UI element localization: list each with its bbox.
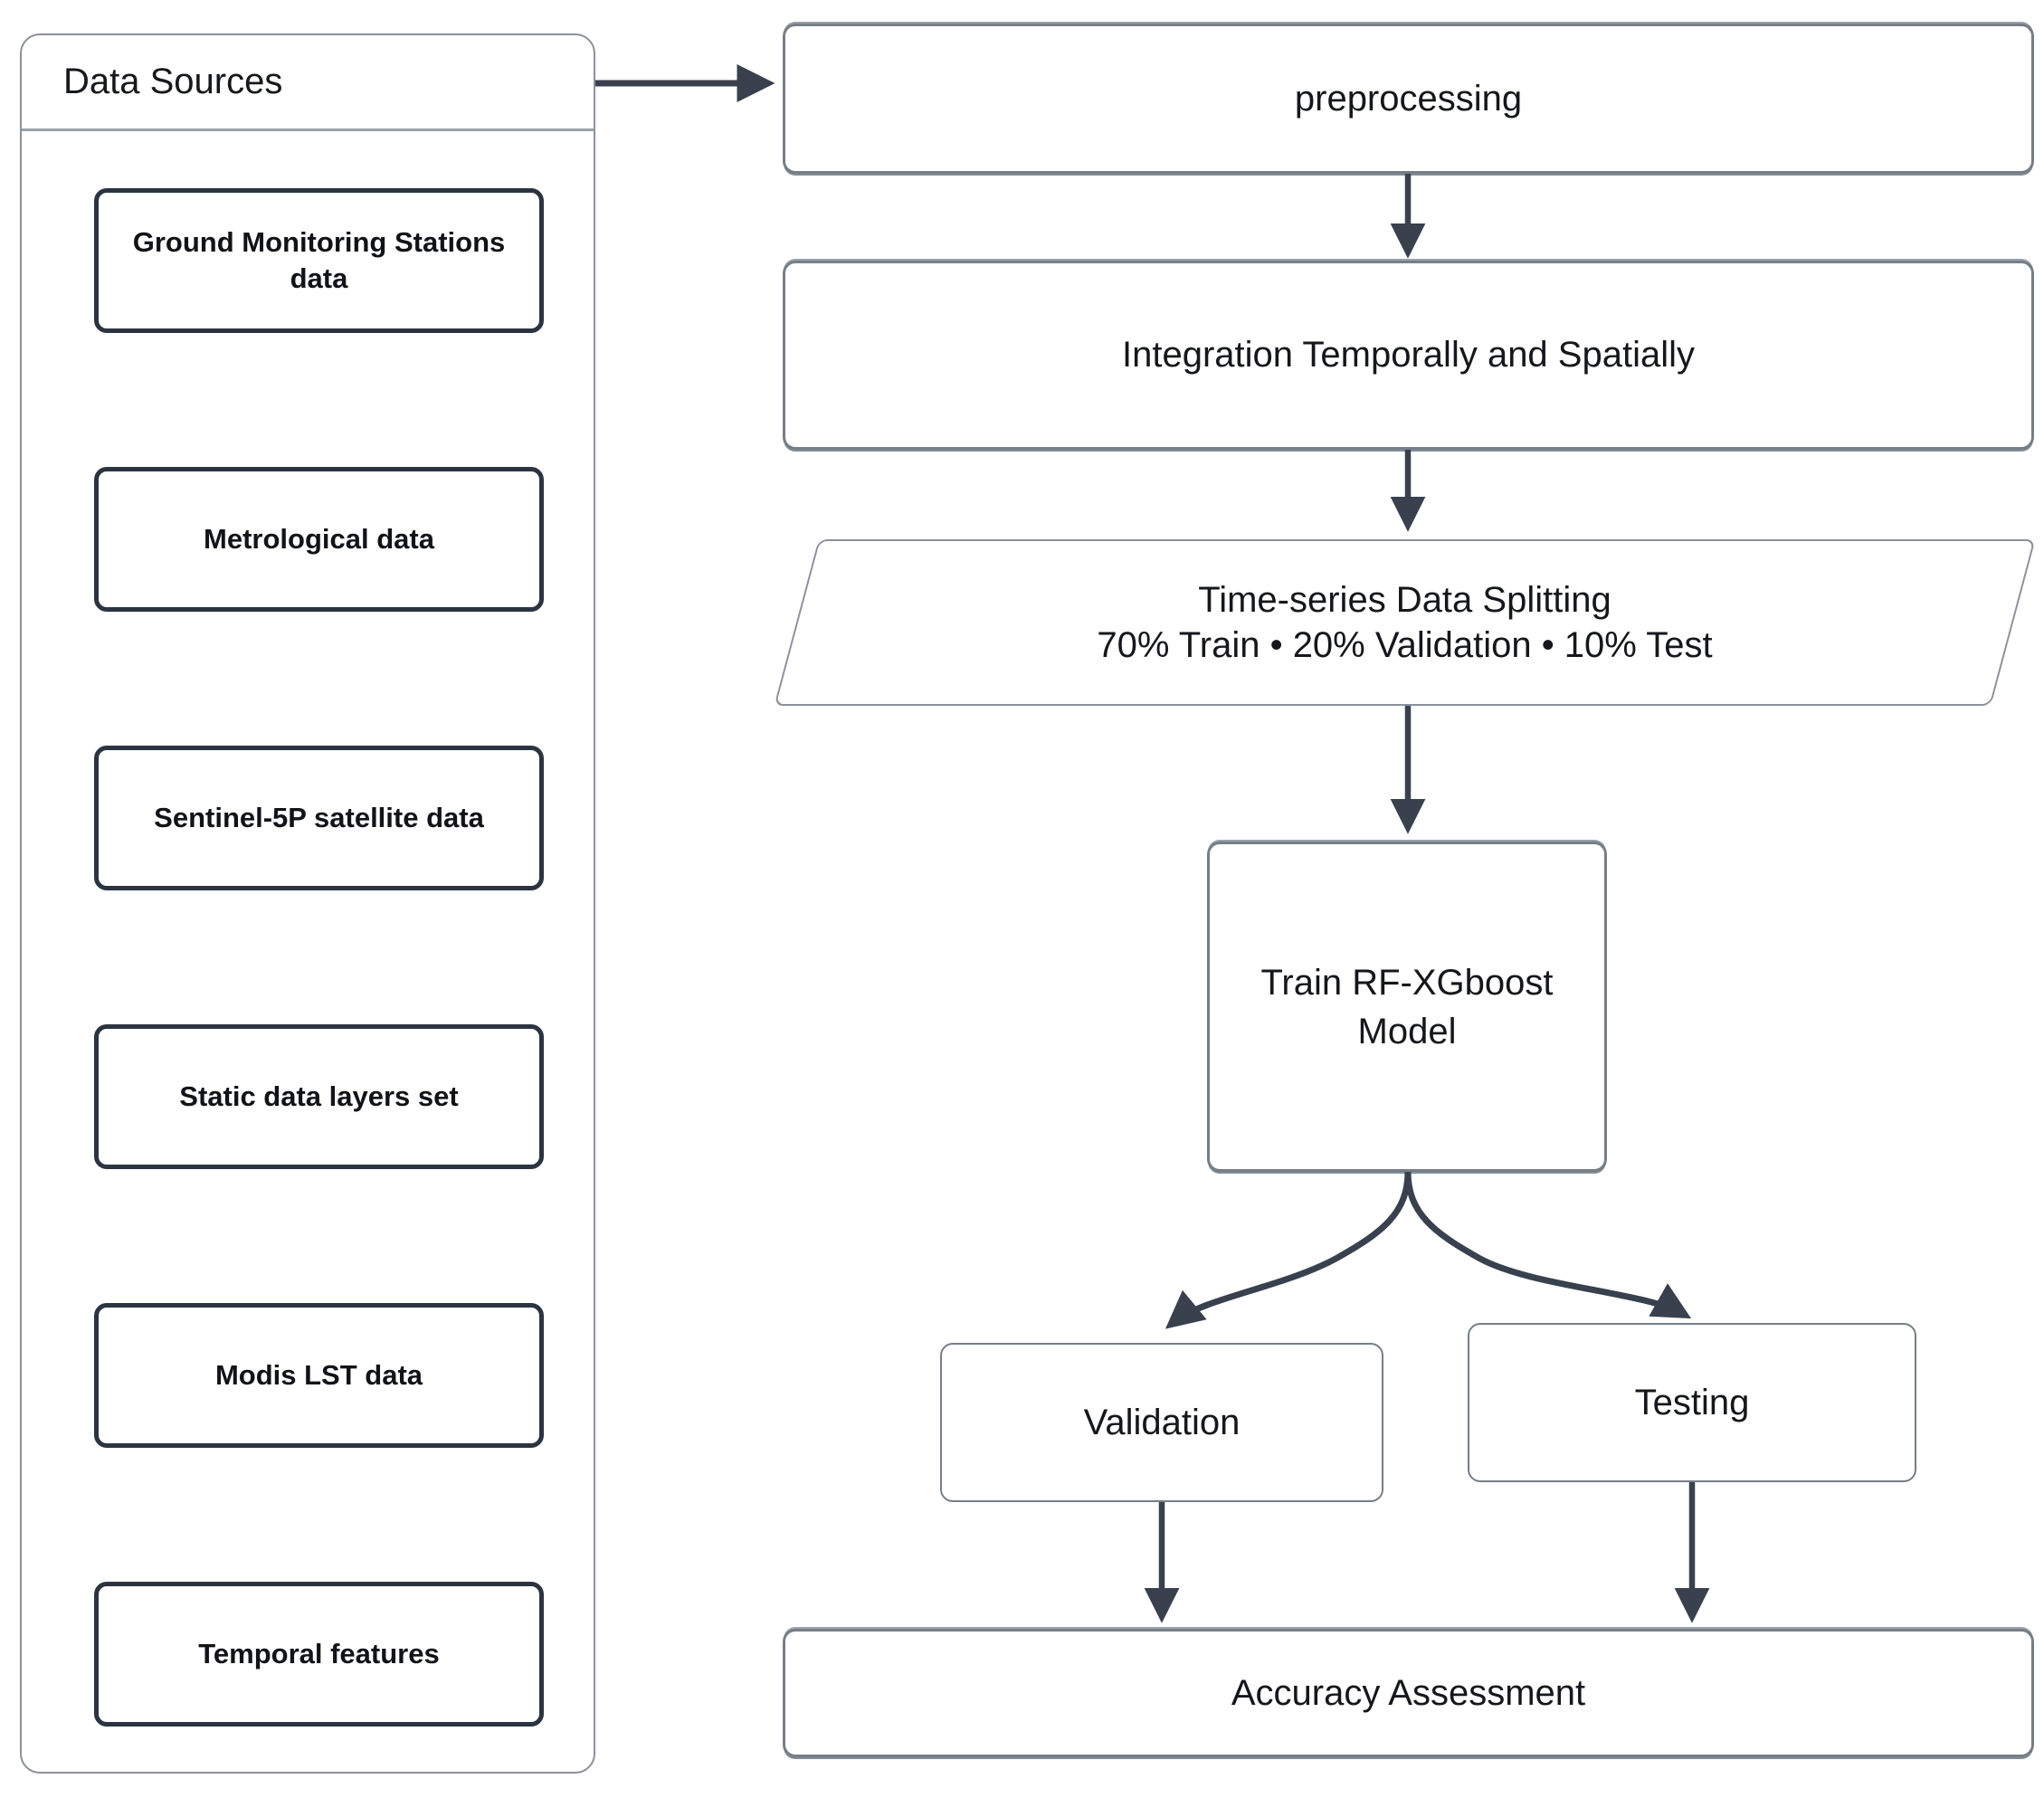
source-box-ground-monitoring: Ground Monitoring Stations data: [94, 188, 544, 333]
node-data-splitting: [774, 539, 2035, 706]
node-train-model: Train RF-XGboost Model: [1207, 842, 1607, 1172]
source-box-modis-lst: Modis LST data: [94, 1303, 544, 1448]
node-preprocessing: preprocessing: [783, 24, 2034, 174]
node-accuracy-assessment: Accuracy Assessment: [783, 1629, 2034, 1757]
source-box-static-layers: Static data layers set: [94, 1024, 544, 1169]
data-sources-title: Data Sources: [63, 62, 283, 101]
data-sources-panel: [20, 33, 595, 1774]
data-splitting-title: Time-series Data Splitting: [1198, 580, 1611, 620]
data-sources-header: [22, 35, 594, 131]
source-box-sentinel-5p: Sentinel-5P satellite data: [94, 746, 544, 890]
source-box-metrological: Metrological data: [94, 467, 544, 612]
arrow-train-to-validation: [1173, 1172, 1408, 1323]
data-splitting-ratios: 70% Train • 20% Validation • 10% Test: [1097, 625, 1713, 665]
arrow-train-to-testing: [1408, 1172, 1683, 1314]
node-testing: Testing: [1468, 1323, 1916, 1482]
data-splitting-text: [798, 541, 2011, 704]
node-integration: Integration Temporally and Spatially: [783, 261, 2034, 450]
source-box-temporal-features: Temporal features: [94, 1582, 544, 1727]
node-validation: Validation: [940, 1343, 1383, 1502]
